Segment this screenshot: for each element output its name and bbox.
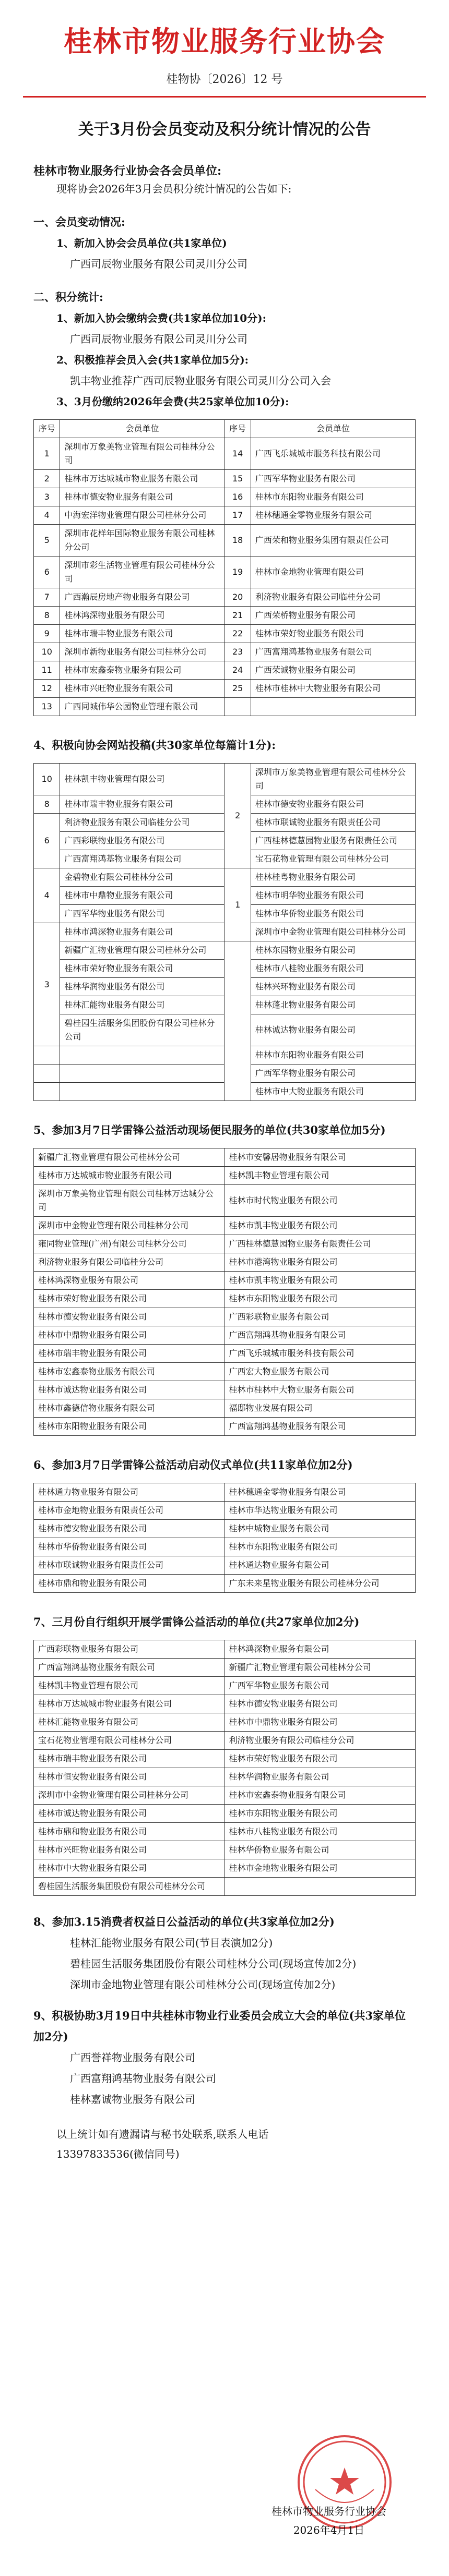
member-name: 广西富翔鸿基物业服务有限公司: [60, 850, 224, 868]
table-row: [34, 1750, 416, 1768]
member-name: 广西荣和物业服务集团有限责任公司: [251, 525, 415, 557]
member-name: 桂林东园物业服务有限公司: [251, 941, 415, 960]
member-name: 桂林市凯丰物业服务有限公司: [224, 1217, 416, 1235]
section-8-item: 深圳市金地物业管理有限公司桂林分公司(现场宣传加2分): [70, 1978, 336, 1991]
table-row: [34, 1483, 416, 1502]
empty-cell: [34, 1065, 60, 1083]
table-row: [34, 1217, 416, 1235]
member-name: 桂林市鸿深物业服务有限公司: [60, 923, 224, 941]
article-score: 4: [34, 868, 60, 923]
member-name: 深圳市万象美物业管理有限公司桂林万达城分公司: [34, 1185, 225, 1217]
row-number: 21: [224, 607, 251, 625]
table-row: [34, 1841, 416, 1859]
section-8-item: 碧桂园生活服务集团股份有限公司桂林分公司(现场宣传加2分): [70, 1957, 357, 1970]
section-2-sub-2: 2、积极推荐会员入会(共1家单位加5分):: [56, 354, 249, 367]
table-row: [34, 1148, 416, 1167]
member-name: 深圳市新物业服务有限公司桂林分公司: [60, 643, 224, 661]
section-1-item: 广西司辰物业服务有限公司灵川分公司: [70, 258, 247, 271]
member-name: 广西桂林德慧园物业服务有限责任公司: [251, 832, 415, 850]
article-score: 8: [34, 795, 60, 814]
table-row: [34, 1575, 416, 1593]
member-name: 深圳市中金物业管理有限公司桂林分公司: [34, 1217, 225, 1235]
member-name: 桂林市宏鑫泰物业服务有限公司: [60, 661, 224, 680]
member-name: 桂林市德安物业服务有限公司: [34, 1308, 225, 1326]
member-name: 桂林华润物业服务有限公司: [60, 978, 224, 996]
member-name: 桂林市八桂物业服务有限公司: [224, 1823, 416, 1841]
sign-date: 2026年4月1日: [293, 2524, 365, 2536]
article-score: 3: [34, 923, 60, 1046]
member-name: 广西彩联物业服务有限公司: [60, 832, 224, 850]
table-row: [34, 438, 416, 470]
row-number: 22: [224, 625, 251, 643]
table-row: [34, 1326, 416, 1345]
member-name: 利济物业服务有限公司临桂分公司: [224, 1732, 416, 1750]
fees-table-header-row: [34, 420, 416, 438]
member-name: 桂林市荣好物业服务有限公司: [224, 1750, 416, 1768]
table-row: [34, 643, 416, 661]
row-number: 12: [34, 680, 60, 698]
row-number: 7: [34, 588, 60, 607]
member-name: 桂林市中大物业服务有限公司: [34, 1859, 225, 1878]
row-number: 1: [34, 438, 60, 470]
member-name: 深圳市万象美物业管理有限公司桂林分公司: [60, 438, 224, 470]
table-row: [34, 607, 416, 625]
row-number: 24: [224, 661, 251, 680]
member-name: 广西富翔鸿基物业服务有限公司: [224, 1418, 416, 1436]
member-name: 广西彩联物业服务有限公司: [224, 1308, 416, 1326]
member-name: 广西彩联物业服务有限公司: [34, 1640, 225, 1659]
member-name: 广西宏大物业服务有限公司: [224, 1363, 416, 1381]
member-name: 桂林市万达城城市物业服务有限公司: [34, 1695, 225, 1713]
member-name: 深圳市万象美物业管理有限公司桂林分公司: [251, 764, 415, 795]
member-name: 桂林市中鼎物业服务有限公司: [224, 1713, 416, 1732]
section-2-sub-1: 1、新加入协会缴纳会费(共1家单位加10分):: [56, 312, 266, 325]
member-name: 桂林桂粤物业服务有限公司: [251, 868, 415, 887]
member-name: 广西军华物业服务有限公司: [224, 1677, 416, 1695]
member-name: 桂林汇能物业服务有限公司: [34, 1713, 225, 1732]
member-name: 新疆广汇物业管理有限公司桂林分公司: [224, 1659, 416, 1677]
row-number: 18: [224, 525, 251, 557]
member-name: 桂林市诚达物业服务有限公司: [34, 1381, 225, 1399]
table-row: [34, 1272, 416, 1290]
table-row: [34, 506, 416, 525]
table-row: [34, 1805, 416, 1823]
member-name: 新疆广汇物业管理有限公司桂林分公司: [34, 1148, 225, 1167]
section-9-item: 桂林嘉诚物业服务有限公司: [70, 2093, 195, 2106]
section-6-table-body: [34, 1483, 416, 1593]
row-number: 13: [34, 698, 60, 716]
member-name: 桂林市华达物业服务有限公司: [224, 1502, 416, 1520]
row-number: 3: [34, 488, 60, 506]
member-name: 桂林市鼎和物业服务有限公司: [34, 1575, 225, 1593]
member-name: 广西富翔鸿基物业服务有限公司: [224, 1326, 416, 1345]
member-name: 桂林市德安物业服务有限公司: [251, 795, 415, 814]
member-name: 桂林市鼎和物业服务有限公司: [34, 1823, 225, 1841]
section-2-sub-3: 3、3月份缴纳2026年会费(共25家单位加10分):: [56, 395, 289, 408]
member-name: 桂林市金地物业服务有限公司: [224, 1859, 416, 1878]
table-row: [34, 1290, 416, 1308]
member-name: 桂林市华侨物业服务有限公司: [34, 1538, 225, 1556]
table-row: [34, 1167, 416, 1185]
member-name: 桂林市华侨物业服务有限公司: [251, 905, 415, 923]
table-row: [34, 1786, 416, 1805]
member-name: 桂林市德安物业服务有限公司: [60, 488, 224, 506]
row-number: [224, 698, 251, 716]
section-7-heading: 7、三月份自行组织开展学雷锋公益活动的单位(共27家单位加2分): [33, 1615, 360, 1629]
contact-phone: 13397833536(微信同号): [56, 2148, 180, 2161]
section-5-heading: 5、参加3月7日学雷锋公益活动现场便民服务的单位(共30家单位加5分): [33, 1123, 386, 1137]
article-score: 10: [34, 764, 60, 795]
row-number: 2: [34, 470, 60, 488]
empty-cell: [34, 1083, 60, 1101]
table-row: [34, 1399, 416, 1418]
member-name: 广西富翔鸿基物业服务有限公司: [251, 643, 415, 661]
member-name: 新疆广汇物业管理有限公司桂林分公司: [60, 941, 224, 960]
section-2-sub-2-item: 凯丰物业推荐广西司辰物业服务有限公司灵川分公司入会: [70, 374, 331, 388]
document-number: 桂物协〔2026〕12 号: [166, 73, 283, 87]
articles-table: [33, 763, 416, 1101]
table-row: [34, 764, 416, 795]
section-9-item: 广西誉祥物业服务有限公司: [70, 2051, 195, 2064]
member-name: 碧桂园生活服务集团股份有限公司桂林分公司: [60, 1014, 224, 1046]
letterhead: [33, 0, 416, 98]
section-2-heading: 二、积分统计:: [33, 291, 103, 304]
row-number: 16: [224, 488, 251, 506]
member-name: 桂林市恒安物业服务有限公司: [34, 1768, 225, 1786]
signature-block: [245, 2502, 412, 2539]
section-8-item: 桂林汇能物业服务有限公司(节目表演加2分): [70, 1937, 273, 1950]
table-row: [34, 1308, 416, 1326]
section-1-sub-1: 1、新加入协会会员单位(共1家单位): [56, 237, 227, 250]
member-name: 广西军华物业服务有限公司: [251, 1065, 415, 1083]
member-name: 桂林鸿深物业服务有限公司: [224, 1640, 416, 1659]
member-name: 桂林通力物业服务有限公司: [34, 1483, 225, 1502]
member-name: 桂林中城物业服务有限公司: [224, 1520, 416, 1538]
table-row: [34, 1520, 416, 1538]
row-number: 15: [224, 470, 251, 488]
table-row: [34, 1345, 416, 1363]
member-name: 深圳市彩生活物业管理有限公司桂林分公司: [60, 557, 224, 588]
table-row: [34, 588, 416, 607]
document-title: 关于3月份会员变动及积分统计情况的公告: [78, 120, 371, 139]
empty-cell: [34, 1046, 60, 1065]
table-row: [34, 941, 416, 960]
org-title: 桂林市物业服务行业协会: [64, 25, 385, 58]
member-name: 宝石花物业管理有限公司桂林分公司: [34, 1732, 225, 1750]
member-name: 桂林市万达城城市物业服务有限公司: [60, 470, 224, 488]
member-name: 广西瀚辰房地产物业服务有限公司: [60, 588, 224, 607]
member-name: 桂林穗通金零物业服务有限公司: [224, 1483, 416, 1502]
member-name: 桂林兴环物业服务有限公司: [251, 978, 415, 996]
table-row: [34, 1640, 416, 1659]
table-row: [34, 625, 416, 643]
table-row: [34, 1713, 416, 1732]
col-header-member-left: 会员单位: [60, 420, 224, 438]
table-row: [34, 1556, 416, 1575]
row-number: 23: [224, 643, 251, 661]
col-header-member-right: 会员单位: [251, 420, 415, 438]
member-name: 桂林市安馨居物业服务有限公司: [224, 1148, 416, 1167]
member-name: 桂林市东阳物业服务有限公司: [251, 1046, 415, 1065]
table-row: [34, 1185, 416, 1217]
member-name: 深圳市中金物业管理有限公司桂林分公司: [34, 1786, 225, 1805]
section-7-table-body: [34, 1640, 416, 1896]
article-score: 1: [224, 868, 251, 941]
member-name: 桂林市鑫德信物业服务有限公司: [34, 1399, 225, 1418]
section-7-table: [33, 1640, 416, 1896]
table-row: [34, 1235, 416, 1253]
fees-table: [33, 419, 416, 716]
salutation: 桂林市物业服务行业协会各会员单位:: [33, 164, 222, 178]
member-name: 桂林市瑞丰物业服务有限公司: [60, 625, 224, 643]
section-5-table-body: [34, 1148, 416, 1436]
contact-line: 以上统计如有遗漏请与秘书处联系,联系人电话: [56, 2128, 269, 2141]
row-number: 10: [34, 643, 60, 661]
member-name: 桂林穗通金零物业服务有限公司: [251, 506, 415, 525]
member-name: 桂林市金地物业管理有限公司: [251, 557, 415, 588]
member-name: 桂林市荣好物业服务有限公司: [60, 960, 224, 978]
member-name: 桂林市桂林中大物业服务有限公司: [251, 680, 415, 698]
member-name: 桂林鸿深物业服务有限公司: [60, 607, 224, 625]
member-name: 桂林市荣好物业服务有限公司: [34, 1290, 225, 1308]
member-name: 桂林市宏鑫泰物业服务有限公司: [34, 1363, 225, 1381]
table-row: [34, 1418, 416, 1436]
section-9-heading: 9、积极协助3月19日中共桂林市物业行业委员会成立大会的单位(共3家单位加2分): [33, 2009, 406, 2043]
section-8-heading: 8、参加3.15消费者权益日公益活动的单位(共3家单位加2分): [33, 1915, 335, 1929]
contact-block: [33, 2124, 416, 2164]
member-name: 桂林蓬北物业服务有限公司: [251, 996, 415, 1014]
member-name: 中海宏洋物业管理有限公司桂林分公司: [60, 506, 224, 525]
member-name: 桂林市荣好物业服务有限公司: [251, 625, 415, 643]
empty-cell: [60, 1046, 224, 1065]
section-4-heading: 4、积极向协会网站投稿(共30家单位每篇计1分):: [33, 739, 276, 752]
member-name: 桂林市诚达物业服务有限公司: [34, 1805, 225, 1823]
member-name: 利济物业服务有限公司临桂分公司: [251, 588, 415, 607]
member-name: 桂林市东阳物业服务有限公司: [34, 1418, 225, 1436]
col-header-no-left: 序号: [34, 420, 60, 438]
row-number: 5: [34, 525, 60, 557]
table-row: [34, 1677, 416, 1695]
member-name: 广西军华物业服务有限公司: [60, 905, 224, 923]
row-number: 8: [34, 607, 60, 625]
row-number: 14: [224, 438, 251, 470]
row-number: 25: [224, 680, 251, 698]
table-row: [34, 1695, 416, 1713]
article-score: [224, 941, 251, 1101]
member-name: 桂林华润物业服务有限公司: [224, 1768, 416, 1786]
member-name: 金碧物业有限公司桂林分公司: [60, 868, 224, 887]
member-name: 桂林凯丰物业管理有限公司: [60, 764, 224, 795]
table-row: [34, 1363, 416, 1381]
member-name: 桂林市德安物业服务有限公司: [224, 1695, 416, 1713]
member-name: 桂林市八桂物业服务有限公司: [251, 960, 415, 978]
member-name: [251, 698, 415, 716]
table-row: [34, 698, 416, 716]
intro-paragraph: 现将协会2026年3月会员积分统计情况的公告如下:: [56, 183, 292, 196]
table-row: [34, 868, 416, 887]
red-divider: [23, 96, 426, 98]
section-6-heading: 6、参加3月7日学雷锋公益活动启动仪式单位(共11家单位加2分): [33, 1458, 353, 1472]
member-name: 桂林市东阳物业服务有限公司: [224, 1538, 416, 1556]
row-number: 9: [34, 625, 60, 643]
row-number: 4: [34, 506, 60, 525]
table-row: [34, 1381, 416, 1399]
member-name: 广西军华物业服务有限公司: [251, 470, 415, 488]
row-number: 20: [224, 588, 251, 607]
table-row: [34, 1502, 416, 1520]
section-5-table: [33, 1148, 416, 1436]
member-name: 深圳市中金物业管理有限公司桂林分公司: [251, 923, 415, 941]
empty-cell: [60, 1083, 224, 1101]
member-name: 雍同物业管理(广州)有限公司桂林分公司: [34, 1235, 225, 1253]
member-name: 广西同城伟华公园物业管理有限公司: [60, 698, 224, 716]
member-name: 桂林市瑞丰物业服务有限公司: [60, 795, 224, 814]
table-row: [34, 1538, 416, 1556]
section-1-heading: 一、会员变动情况:: [33, 215, 125, 229]
table-row: [34, 557, 416, 588]
member-name: 广西荣桥物业服务有限公司: [251, 607, 415, 625]
section-9-item: 广西富翔鸿基物业服务有限公司: [70, 2072, 216, 2085]
member-name: 桂林汇能物业服务有限公司: [60, 996, 224, 1014]
empty-cell: [60, 1065, 224, 1083]
sign-org: 桂林市物业服务行业协会: [271, 2505, 386, 2518]
member-name: 桂林市桂林中大物业服务有限公司: [224, 1381, 416, 1399]
member-name: 桂林市时代物业服务有限公司: [224, 1185, 416, 1217]
member-name: 桂林市东阳物业服务有限公司: [224, 1290, 416, 1308]
member-name: 桂林市明华物业服务有限公司: [251, 887, 415, 905]
table-row: [34, 1732, 416, 1750]
member-name: 桂林凯丰物业管理有限公司: [224, 1167, 416, 1185]
table-row: [34, 470, 416, 488]
member-name: 桂林市万达城城市物业服务有限公司: [34, 1167, 225, 1185]
member-name: 广西桂林德慧园物业服务有限责任公司: [224, 1235, 416, 1253]
member-name: 福邸物业发展有限公司: [224, 1399, 416, 1418]
member-name: 深圳市花样年国际物业服务有限公司桂林分公司: [60, 525, 224, 557]
table-row: [34, 1859, 416, 1878]
member-name: 桂林市瑞丰物业服务有限公司: [34, 1345, 225, 1363]
table-row: [34, 1659, 416, 1677]
article-score: 2: [224, 764, 251, 868]
article-score: 6: [34, 814, 60, 868]
table-row: [34, 680, 416, 698]
member-name: 广西富翔鸿基物业服务有限公司: [34, 1659, 225, 1677]
fees-table-body: [34, 438, 416, 716]
row-number: 19: [224, 557, 251, 588]
member-name: 桂林市兴旺物业服务有限公司: [60, 680, 224, 698]
section-2-sub-1-item: 广西司辰物业服务有限公司灵川分公司: [70, 333, 247, 346]
member-name: 桂林市中鼎物业服务有限公司: [60, 887, 224, 905]
member-name: 桂林市宏鑫泰物业服务有限公司: [224, 1786, 416, 1805]
member-name: 桂林市兴旺物业服务有限公司: [34, 1841, 225, 1859]
member-name: 桂林市中大物业服务有限公司: [251, 1083, 415, 1101]
col-header-no-right: 序号: [224, 420, 251, 438]
member-name: 桂林华侨物业服务有限公司: [224, 1841, 416, 1859]
table-row: [34, 1823, 416, 1841]
member-name: 桂林市港湾物业服务有限公司: [224, 1253, 416, 1272]
member-name: 桂林市金地物业服务有限责任公司: [34, 1502, 225, 1520]
member-name: [224, 1878, 416, 1896]
member-name: 广西荣诚物业服务有限公司: [251, 661, 415, 680]
table-row: [34, 661, 416, 680]
table-row: [34, 1878, 416, 1896]
member-name: 桂林市凯丰物业服务有限公司: [224, 1272, 416, 1290]
table-row: [34, 1253, 416, 1272]
table-row: [34, 525, 416, 557]
table-row: [34, 1768, 416, 1786]
row-number: 17: [224, 506, 251, 525]
member-name: 宝石花物业管理有限公司桂林分公司: [251, 850, 415, 868]
row-number: 6: [34, 557, 60, 588]
member-name: 广东未来星物业服务有限公司桂林分公司: [224, 1575, 416, 1593]
member-name: 桂林通达物业服务有限公司: [224, 1556, 416, 1575]
member-name: 桂林凯丰物业管理有限公司: [34, 1677, 225, 1695]
section-6-table: [33, 1483, 416, 1593]
member-name: 桂林市东阳物业服务有限公司: [251, 488, 415, 506]
member-name: 桂林诚达物业服务有限公司: [251, 1014, 415, 1046]
member-name: 碧桂园生活服务集团股份有限公司桂林分公司: [34, 1878, 225, 1896]
member-name: 利济物业服务有限公司临桂分公司: [34, 1253, 225, 1272]
member-name: 桂林市联诚物业服务有限责任公司: [34, 1556, 225, 1575]
member-name: 桂林市德安物业服务有限公司: [34, 1520, 225, 1538]
member-name: 桂林市联诚物业服务有限责任公司: [251, 814, 415, 832]
member-name: 利济物业服务有限公司临桂分公司: [60, 814, 224, 832]
member-name: 桂林市中鼎物业服务有限公司: [34, 1326, 225, 1345]
row-number: 11: [34, 661, 60, 680]
member-name: 桂林市瑞丰物业服务有限公司: [34, 1750, 225, 1768]
member-name: 广西飞乐城城市服务科技有限公司: [251, 438, 415, 470]
member-name: 广西飞乐城城市服务科技有限公司: [224, 1345, 416, 1363]
table-row: [34, 488, 416, 506]
member-name: 桂林市东阳物业服务有限公司: [224, 1805, 416, 1823]
articles-table-body: [34, 764, 416, 1101]
member-name: 桂林鸿深物业服务有限公司: [34, 1272, 225, 1290]
